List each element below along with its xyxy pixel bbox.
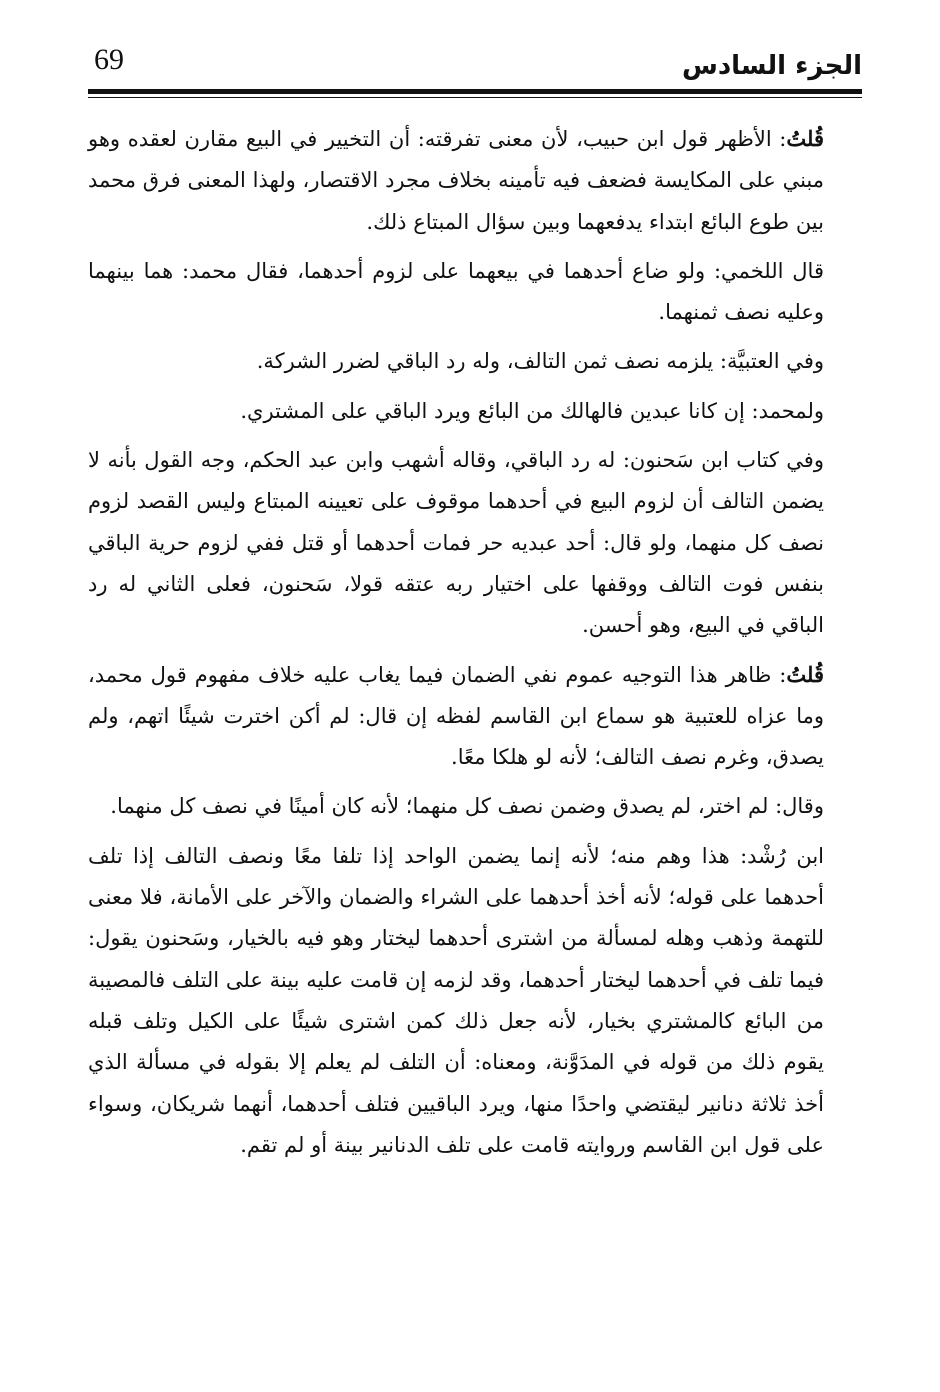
paragraph-text: قال اللخمي: ولو ضاع أحدهما في بيعهما على لزوم أحدهما، فقال محمد: هما بينهما وعليه نصف ثمنهما.: [88, 258, 824, 325]
page-number: 69: [94, 43, 124, 76]
paragraph: [88, 340, 860, 382]
paragraph-text: : الأظهر قول ابن حبيب، لأن معنى تفرقته: أن التخيير في البيع مقارن لعقده وهو مبني على المكايسة فضعف فيه تأمينه بخلاف مجرد الاقتصار، ولهذا المعنى فرق محمد بين طوع البائع ابتداء يدفعهما وبين سؤال المبتاع ذلك.: [88, 127, 824, 234]
paragraph: [88, 390, 860, 432]
page-header: [88, 38, 862, 88]
paragraph: [88, 785, 860, 827]
body-text: [88, 118, 860, 1173]
paragraph-text: وقال: لم اختر، لم يصدق وضمن نصف كل منهما؛ لأنه كان أمينًا في نصف كل منهما.: [110, 794, 824, 819]
paragraph-lead: قُلتُ: [786, 661, 824, 687]
paragraph-lead: قُلتُ: [786, 126, 824, 151]
paragraph: [88, 250, 860, 334]
paragraph: [88, 439, 860, 646]
paragraph-text: : ظاهر هذا التوجيه عموم نفي الضمان فيما يغاب عليه خلاف مفهوم قول محمد، وما عزاه للعتبية هو سماع ابن القاسم لفظه إن قال: لم أكن اخترت شيئًا اتهم، ولم يصدق، وغرم نصف التالف؛ لأنه لو هلكا معًا.: [88, 662, 824, 770]
paragraph-text: وفي كتاب ابن سَحنون: له رد الباقي، وقاله أشهب وابن عبد الحكم، وجه القول بأنه لا يضمن التالف أن لزوم البيع في أحدهما موقوف على تعيينه المبتاع وليس القصد لزوم نصف كل منهما، ولو قال: أحد عبديه حر فمات أحدهما أو قتل ففي لزوم حرية الباقي بنفس فوت التالف ووقفها على اختيار ربه عتقه قولا، سَحنون، فعلى الثاني له رد الباقي في البيع، وهو أحسن.: [88, 448, 824, 638]
paragraph: [88, 118, 860, 243]
paragraph-text: ابن رُشْد: هذا وهم منه؛ لأنه إنما يضمن الواحد إذا تلفا معًا ونصف التالف إذا تلف أحدهما على قوله؛ لأنه أخذ أحدهما على الشراء والضمان والآخر على الأمانة، فلا معنى للتهمة وذهب وهله لمسألة من اشترى أحدهما ليختار وهو فيه بالخيار، وسَحنون يقول: فيما تلف في أحدهما ليختار أحدهما، وقد لزمه إن قامت عليه بينة على التلف فالمصيبة من البائع كالمشتري بخيار، لأنه جعل ذلك كمن اشترى شيئًا على الكيل وتلف قبله يقوم ذلك من قوله في المدَوَّنة، ومعناه: أن التلف لم يعلم إلا بقوله في مسألة الذي أخذ ثلاثة دنانير ليقتضي واحدًا منها، ويرد الباقيين فتلف أحدهما، أنهما شريكان، وسواء على قول ابن القاسم وروايته قامت على تلف الدنانير بينة أو لم تقم.: [88, 843, 824, 1157]
header-rule-thick: [88, 89, 862, 94]
paragraph: [88, 654, 860, 779]
running-title: الجزء السادس: [681, 51, 862, 81]
paragraph: [88, 835, 860, 1166]
paragraph-text: ولمحمد: إن كانا عبدين فالهالك من البائع ويرد الباقي على المشتري.: [240, 398, 824, 423]
paragraph-text: وفي العتبيَّة: يلزمه نصف ثمن التالف، وله رد الباقي لضرر الشركة.: [256, 349, 824, 374]
header-rule-thin: [88, 97, 862, 98]
